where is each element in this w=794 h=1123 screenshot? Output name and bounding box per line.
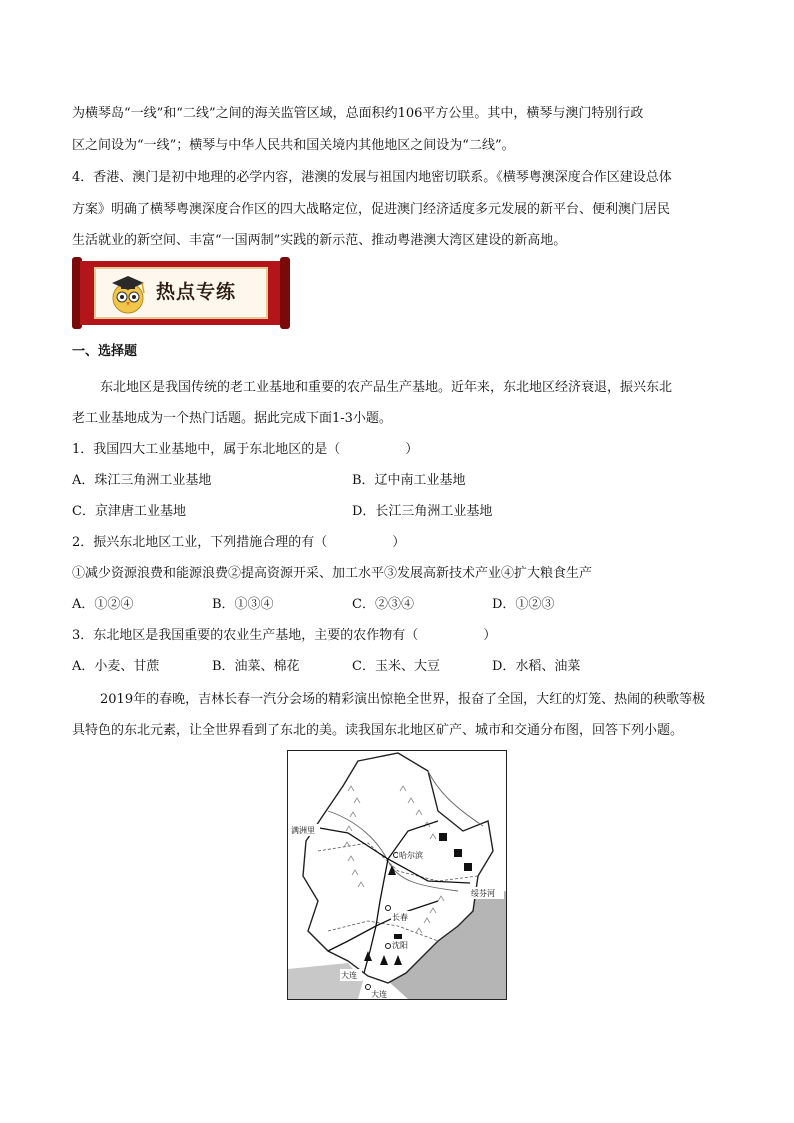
question-1-stem: 1．我国四大工业基地中，属于东北地区的是（ ） <box>72 442 419 457</box>
passage2-line-2: 具特色的东北元素，让全世界看到了东北的美。读我国东北地区矿产、城市和交通分布图，回答下列小题。 <box>72 723 684 738</box>
intro-line-2: 区之间设为“一线”；横琴与中华人民共和国关境内其他地区之间设为“二线”。 <box>72 138 515 153</box>
hot-topic-banner <box>72 257 290 329</box>
question-1-option-a[interactable]: A．珠江三角洲工业基地 <box>72 473 212 488</box>
point4-line-2: 方案》明确了横琴粤澳深度合作区的四大战略定位，促进澳门经济适度多元发展的新平台、便利澳门居民 <box>72 202 671 217</box>
passage2-line-1: 2019年的春晚，吉林长春一汽分会场的精彩演出惊艳全世界，报奋了全国，大红的灯笼、热闹的秧歌等极 <box>100 692 706 707</box>
city-marker-dalian <box>366 985 371 990</box>
passage1-line-1: 东北地区是我国传统的老工业基地和重要的农产品生产基地。近年来，东北地区经济衰退，振兴东北 <box>100 380 673 395</box>
northeast-china-map <box>287 750 507 1000</box>
question-2-option-b[interactable]: B．①③④ <box>212 597 274 612</box>
label-dalian-south: 大连 <box>371 990 387 999</box>
label-harbin: 哈尔滨 <box>399 851 423 860</box>
section-heading: 一、选择题 <box>72 344 138 359</box>
coal-mine-icon <box>464 863 472 871</box>
question-1-option-b[interactable]: B．辽中南工业基地 <box>352 473 466 488</box>
coal-mine-icon <box>439 833 447 841</box>
city-marker-shenyang <box>386 944 391 949</box>
question-3-option-a[interactable]: A．小麦、甘蔗 <box>72 659 160 674</box>
question-1-option-c[interactable]: C．京津唐工业基地 <box>72 504 186 519</box>
label-dalian-west: 大连 <box>341 971 357 980</box>
question-2-option-d[interactable]: D．①②③ <box>492 597 555 612</box>
coal-mine-icon <box>454 849 462 857</box>
city-marker-harbin <box>394 853 399 858</box>
label-shenyang: 沈阳 <box>392 941 408 950</box>
label-suifenhe: 绥芬河 <box>471 889 495 898</box>
banner-title: 热点专练 <box>156 281 237 303</box>
question-3-stem: 3．东北地区是我国重要的农业生产基地，主要的农作物有（ ） <box>72 628 497 643</box>
question-3-option-c[interactable]: C．玉米、大豆 <box>352 659 440 674</box>
question-3-option-b[interactable]: B．油菜、棉花 <box>212 659 300 674</box>
point4-line-1: 4．香港、澳门是初中地理的必学内容，港澳的发展与祖国内地密切联系。《横琴粤澳深度合作区建设总体 <box>72 170 672 185</box>
label-manzhouli: 满洲里 <box>291 826 315 835</box>
passage1-line-2: 老工业基地成为一个热门话题。据此完成下面1-3小题。 <box>72 411 392 426</box>
question-2-option-c[interactable]: C．②③④ <box>352 597 414 612</box>
question-1-option-d[interactable]: D．长江三角洲工业基地 <box>352 504 493 519</box>
scroll-roll-right <box>280 257 290 329</box>
intro-line-1: 为横琴岛“一线”和“二线”之间的海关监管区域，总面积约106平方公里。其中，横琴与澳门特别行政 <box>72 106 644 121</box>
graduate-owl-mascot-icon <box>106 271 150 315</box>
map-figure <box>288 751 506 999</box>
label-changchun: 长春 <box>392 913 408 922</box>
question-3-option-d[interactable]: D．水稻、油菜 <box>492 659 581 674</box>
question-2-option-a[interactable]: A．①②④ <box>72 597 134 612</box>
question-2-detail: ①减少资源浪费和能源浪费②提高资源开采、加工水平③发展高新技术产业④扩大粮食生产 <box>72 566 593 581</box>
city-marker-changchun <box>386 906 391 911</box>
point4-line-3: 生活就业的新空间、丰富“一国两制”实践的新示范、推动粤港澳大湾区建设的新高地。 <box>72 233 567 248</box>
question-2-stem: 2．振兴东北地区工业，下列措施合理的有（ ） <box>72 535 406 550</box>
